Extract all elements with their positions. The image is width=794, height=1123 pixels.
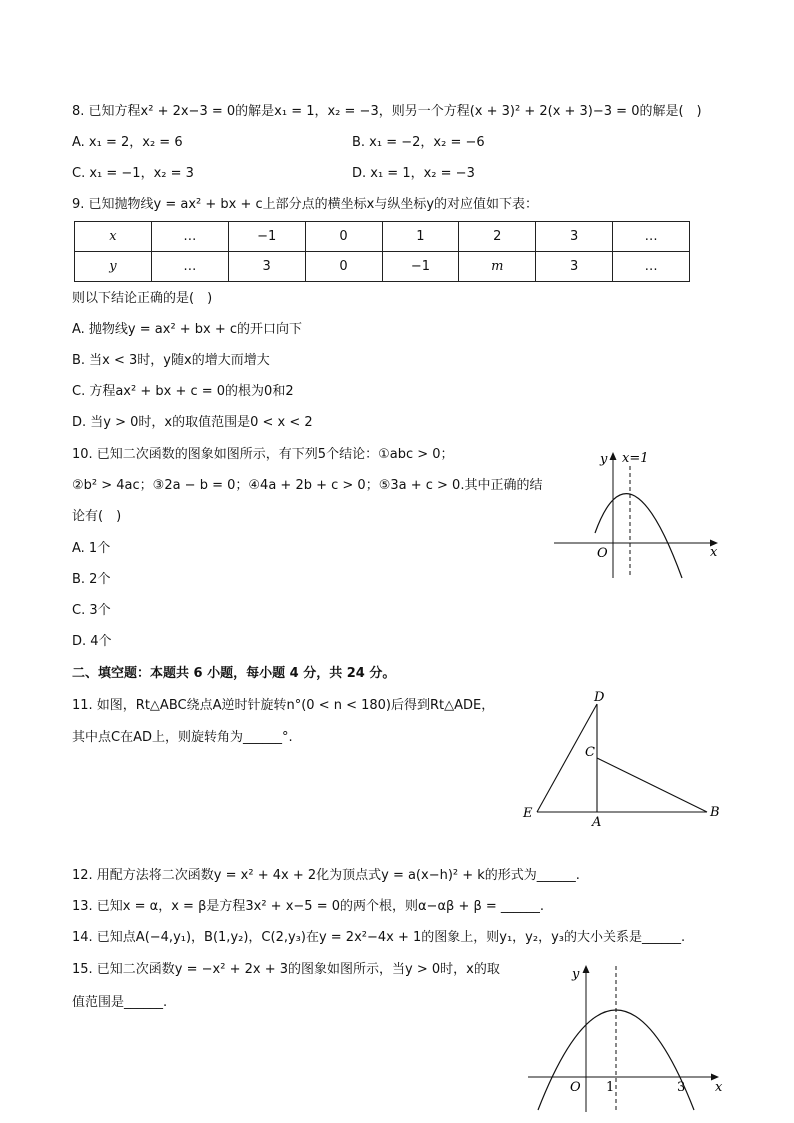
q14-text: 14. 已知点A(−4,y₁)，B(1,y₂)，C(2,y₃)在y = 2x²−4x + 1的图象上，则y₁，y₂，y₃的大小关系是______.	[72, 930, 686, 945]
table-cell: …	[151, 222, 228, 252]
table-row	[75, 222, 690, 252]
point-e-label: E	[523, 806, 533, 821]
tick-label-1: 1	[606, 1080, 615, 1095]
q9-option-b: B. 当x < 3时，y随x的增大而增大	[72, 353, 270, 368]
origin-label: O	[570, 1080, 581, 1095]
parabola-curve	[595, 494, 682, 578]
q15-line2: 值范围是______.	[72, 995, 168, 1010]
table-cell: …	[613, 222, 690, 252]
q10-option-d: D. 4个	[72, 634, 112, 649]
q11-line1: 11. 如图，Rt△ABC绕点A逆时针旋转n°(0 < n < 180)后得到Rt△ADE，	[72, 698, 495, 713]
table-cell: 0	[305, 252, 382, 282]
y-axis-label: y	[600, 452, 608, 467]
y-axis-arrow	[583, 965, 590, 973]
q9-prompt: 则以下结论正确的是( )	[72, 291, 213, 306]
q9-option-c: C. 方程ax² + bx + c = 0的根为0和2	[72, 384, 294, 399]
q10-line3: 论有( )	[72, 509, 122, 524]
q9-option-d: D. 当y > 0时，x的取值范围是0 < x < 2	[72, 415, 313, 430]
q13-text: 13. 已知x = α，x = β是方程3x² + x−5 = 0的两个根，则α−αβ + β = ______.	[72, 899, 545, 914]
table-cell: m	[459, 252, 536, 282]
point-a-label: A	[592, 815, 602, 830]
table-cell: …	[613, 252, 690, 282]
point-b-label: B	[710, 805, 720, 820]
table-cell: 0	[305, 222, 382, 252]
q11-line2: 其中点C在AD上，则旋转角为______°.	[72, 730, 293, 745]
q8-option-d: D. x₁ = 1，x₂ = −3	[352, 166, 475, 181]
table-cell: −1	[228, 222, 305, 252]
table-cell: 3	[228, 252, 305, 282]
q10-option-b: B. 2个	[72, 572, 111, 587]
tick-label-3: 3	[677, 1080, 686, 1095]
q9-value-table	[74, 221, 690, 282]
q10-line1: 10. 已知二次函数的图象如图所示，有下列5个结论：①abc > 0；	[72, 447, 454, 462]
table-cell: −1	[382, 252, 459, 282]
q9-option-a: A. 抛物线y = ax² + bx + c的开口向下	[72, 322, 303, 337]
q8-option-a: A. x₁ = 2，x₂ = 6	[72, 135, 183, 150]
y-axis-arrow	[610, 452, 617, 460]
q10-parabola-figure	[550, 448, 730, 580]
table-cell: x	[75, 222, 152, 252]
q10-line2: ②b² > 4ac；③2a − b = 0；④4a + 2b + c > 0；⑤3a + c > 0.其中正确的结	[72, 478, 543, 493]
table-cell: …	[151, 252, 228, 282]
point-d-label: D	[594, 690, 605, 705]
y-axis-label: y	[572, 967, 580, 982]
section-heading: 二、填空题：本题共 6 小题，每小题 4 分，共 24 分。	[72, 666, 396, 681]
table-cell: y	[75, 252, 152, 282]
q11-triangle-figure	[515, 690, 730, 830]
origin-label: O	[597, 546, 608, 561]
table-cell: 1	[382, 222, 459, 252]
table-row	[75, 252, 690, 282]
q9-stem: 9. 已知抛物线y = ax² + bx + c上部分点的横坐标x与纵坐标y的对应值如下表：	[72, 197, 539, 212]
q10-option-a: A. 1个	[72, 541, 111, 556]
q8-option-c: C. x₁ = −1，x₂ = 3	[72, 166, 194, 181]
point-c-label: C	[585, 745, 595, 760]
q12-text: 12. 用配方法将二次函数y = x² + 4x + 2化为顶点式y = a(x−h)² + k的形式为______.	[72, 868, 580, 883]
table-cell: 2	[459, 222, 536, 252]
x-axis-label: x	[715, 1080, 723, 1095]
q8-stem: 8. 已知方程x² + 2x−3 = 0的解是x₁ = 1，x₂ = −3，则另一个方程(x + 3)² + 2(x + 3)−3 = 0的解是( )	[72, 104, 702, 119]
q15-line1: 15. 已知二次函数y = −x² + 2x + 3的图象如图所示，当y > 0时，x的取	[72, 962, 500, 977]
table-cell: 3	[536, 222, 613, 252]
symmetry-axis-label: x=1	[622, 451, 649, 466]
x-axis-label: x	[710, 545, 718, 560]
table-cell: 3	[536, 252, 613, 282]
q15-parabola-figure	[520, 960, 730, 1115]
segment-cb	[597, 758, 707, 812]
q8-option-b: B. x₁ = −2，x₂ = −6	[352, 135, 485, 150]
q10-option-c: C. 3个	[72, 603, 111, 618]
